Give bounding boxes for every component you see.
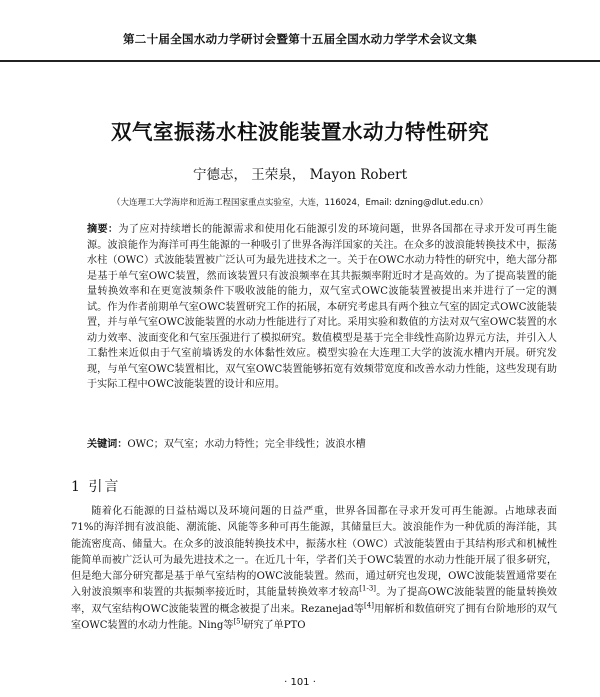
paper-authors: 宁德志， 王荣泉， Mayon Robert bbox=[193, 167, 407, 183]
citation-5: [5] bbox=[233, 617, 244, 626]
page-number: · 101 · bbox=[284, 677, 316, 688]
intro-text-b: 。为了提高OWC波能装置的能量转换效率，双气室结构OWC波能装置的概念被提了出来。Rezanejad等 bbox=[71, 587, 558, 615]
intro-text-d: 研究了单PTO bbox=[243, 620, 306, 632]
running-header bbox=[0, 0, 600, 62]
abstract-text: 为了应对持续增长的能源需求和使用化石能源引发的环境问题，世界各国都在寻求开发可再生能源。波浪能作为海洋可再生能源的一种吸引了世界各海洋国家的关注。在众多的波浪能转换技术中，振荡水柱（OWC）式波能装置被广泛认可为最先进技术之一。关于在OWC水动力特性的研究中，绝大部分都是基于单气室OWC装置，然而该装置只有波浪频率在其共振频率附近时才是高效的。为了提高装置的能量转换效率和在更宽波频条件下吸收波能的能力，双气室式OWC波能装置被提出来并进行了一定的测试。作为作者前期单气室OWC装置研究工作的拓展，本研究考虑具有两个独立气室的固定式OWC波能装置，并与单气室OWC波能装置的水动力性能进行了对比。采用实验和数值的方法对双气室OWC装置的水动力效率、波面变化和气室压强进行了模拟研究。数值模型是基于完全非线性高阶边界元方法，并引入人工黏性来近似由于气室前墙诱发的水体黏性效应。模型实验在大连理工大学的波流水槽内开展。研究发现，与单气室OWC装置相比，双气室OWC装置能够拓宽有效频带宽度和改善水动力性能，这些发现有助于实际工程中OWC波能装置的设计和应用。 bbox=[87, 224, 557, 390]
citation-1-3: [1-3] bbox=[359, 585, 376, 594]
keywords-label: 关键词： bbox=[87, 439, 128, 450]
section-heading-introduction: 1 引言 bbox=[71, 479, 121, 495]
intro-text-a: 随着化石能源的日益枯竭以及环境问题的日益严重，世界各国都在寻求开发可再生能源。占地球表面71%的海洋拥有波浪能、潮流能、风能等多种可再生能源，其储量巨大。波浪能作为一种优质的海洋能，其能流密度高、储量大。在众多的波浪能转换技术中，振荡水柱（OWC）式波能装置由于其结构形式和机械性能简单而被广泛认可为最先进技术之一。在近几十年，学者们关于OWC装置的水动力性能开展了很多研究，但是绝大部分研究都是基于单气室结构的OWC波能装置。然而，通过研究也发现，OWC波能装置通常要在入射波浪频率和装置的共振频率接近时，其能量转换效率才较高 bbox=[71, 506, 557, 599]
citation-4: [4] bbox=[364, 601, 374, 610]
keywords-text: OWC；双气室；水动力特性；完全非线性；波浪水槽 bbox=[127, 439, 366, 450]
intro-text-c: 用解析和数值研究了拥有台阶地形的双气室OWC装置的水动力性能。Ning等 bbox=[71, 603, 557, 632]
running-header-title: 第二十届全国水动力学研讨会暨第十五届全国水动力学学术会议文集 bbox=[123, 32, 477, 46]
paper-title: 双气室振荡水柱波能装置水动力特性研究 bbox=[111, 120, 489, 144]
keywords bbox=[87, 437, 557, 452]
paper-affiliation: （大连理工大学海岸和近海工程国家重点实验室，大连，116024，Email: dzning@dlut.edu.cn） bbox=[112, 198, 488, 208]
introduction-paragraph bbox=[71, 504, 557, 634]
abstract-label: 摘要： bbox=[87, 224, 119, 235]
abstract bbox=[87, 222, 557, 393]
